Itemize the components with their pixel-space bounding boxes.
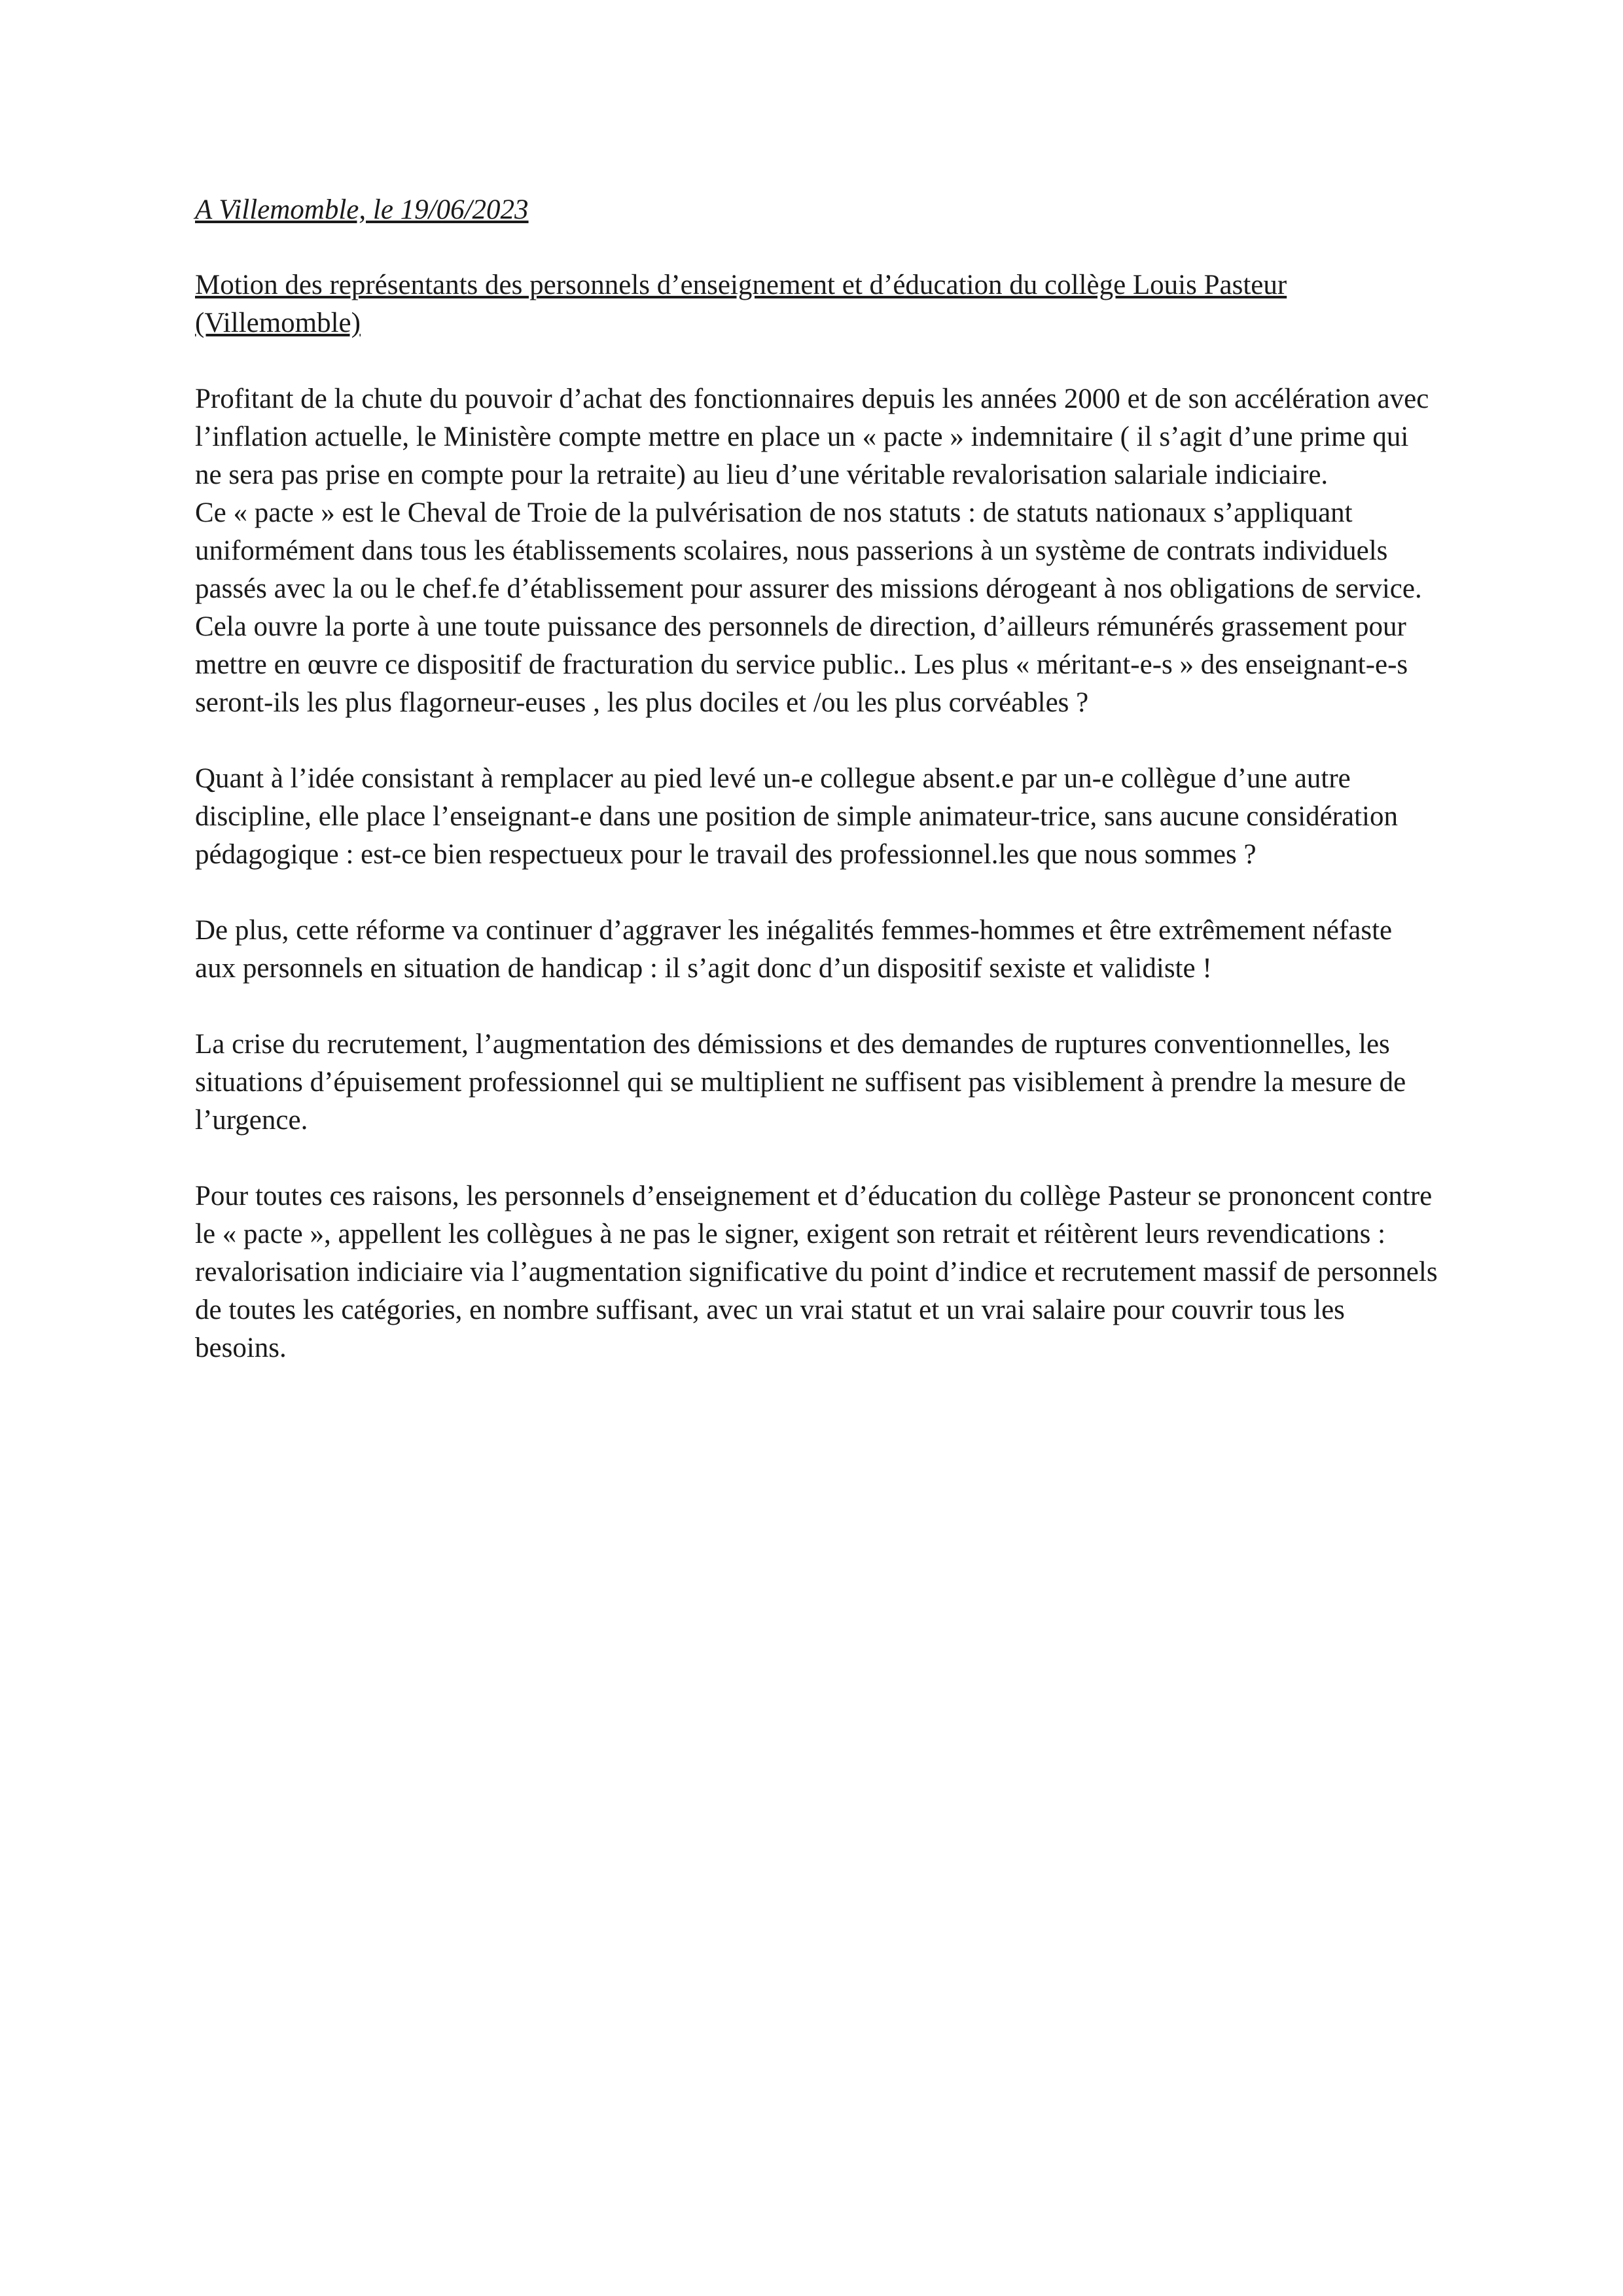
- paragraph-conclusion: Pour toutes ces raisons, les personnels d’enseignement et d’éducation du collège Pasteur se prononcent contre le « pacte », appellent les collègues à ne pas le signer, exigent son retrait et réitèrent leurs revendications : revalorisation indiciaire via l’augmentation significative du point d’indice et recrutement massif de personnels de toutes les catégories, en nombre suffisant, avec un vrai statut et un vrai salaire pour couvrir tous les besoins.: [195, 1181, 1438, 1363]
- paragraph-intro: Profitant de la chute du pouvoir d’achat des fonctionnaires depuis les années 2000 et de son accélération avec l’inflation actuelle, le Ministère compte mettre en place un « pacte » indemnitaire ( il s’agit d’une prime qui ne sera pas prise en compte pour la retraite) au lieu d’une véritable revalorisation salariale indiciaire.: [195, 384, 1429, 490]
- paragraph-remplacement: Quant à l’idée consistant à remplacer au pied levé un-e collegue absent.e par un-e collègue d’une autre discipline, elle place l’enseignant-e dans une position de simple animateur-trice, sans aucune considération pédagogique : est-ce bien respectueux pour le travail des professionnel.les que nous sommes ?: [195, 763, 1398, 870]
- paragraph-spacer: [195, 988, 1438, 1026]
- paragraph-pacte: Ce « pacte » est le Cheval de Troie de la pulvérisation de nos statuts : de statuts nationaux s’appliquant uniformément dans tous les établissements scolaires, nous passerions à un système de contrats individuels passés avec la ou le chef.fe d’établissement pour assurer des missions dérogeant à nos obligations de service. Cela ouvre la porte à une toute puissance des personnels de direction, d’ailleurs rémunérés grassement pour mettre en œuvre ce dispositif de fracturation du service public.. Les plus « méritant-e-s » des enseignant-e-s seront-ils les plus flagorneur-euses , les plus dociles et /ou les plus corvéables ?: [195, 497, 1422, 718]
- motion-title: Motion des représentants des personnels d’enseignement et d’éducation du collège Louis Pasteur (Villemomble): [195, 270, 1287, 338]
- paragraph-spacer: [195, 1139, 1438, 1177]
- paragraph-crise: La crise du recrutement, l’augmentation des démissions et des demandes de ruptures conventionnelles, les situations d’épuisement professionnel qui se multiplient ne suffisent pas visiblement à prendre la mesure de l’urgence.: [195, 1029, 1406, 1136]
- paragraph-spacer: [195, 874, 1438, 912]
- paragraph-inegalites: De plus, cette réforme va continuer d’aggraver les inégalités femmes-hommes et être extrêmement néfaste aux personnels en situation de handicap : il s’agit donc d’un dispositif sexiste et validiste !: [195, 915, 1393, 984]
- paragraph-spacer: [195, 722, 1438, 760]
- document-body: [195, 191, 1438, 1367]
- date-line: A Villemomble, le 19/06/2023: [195, 194, 529, 225]
